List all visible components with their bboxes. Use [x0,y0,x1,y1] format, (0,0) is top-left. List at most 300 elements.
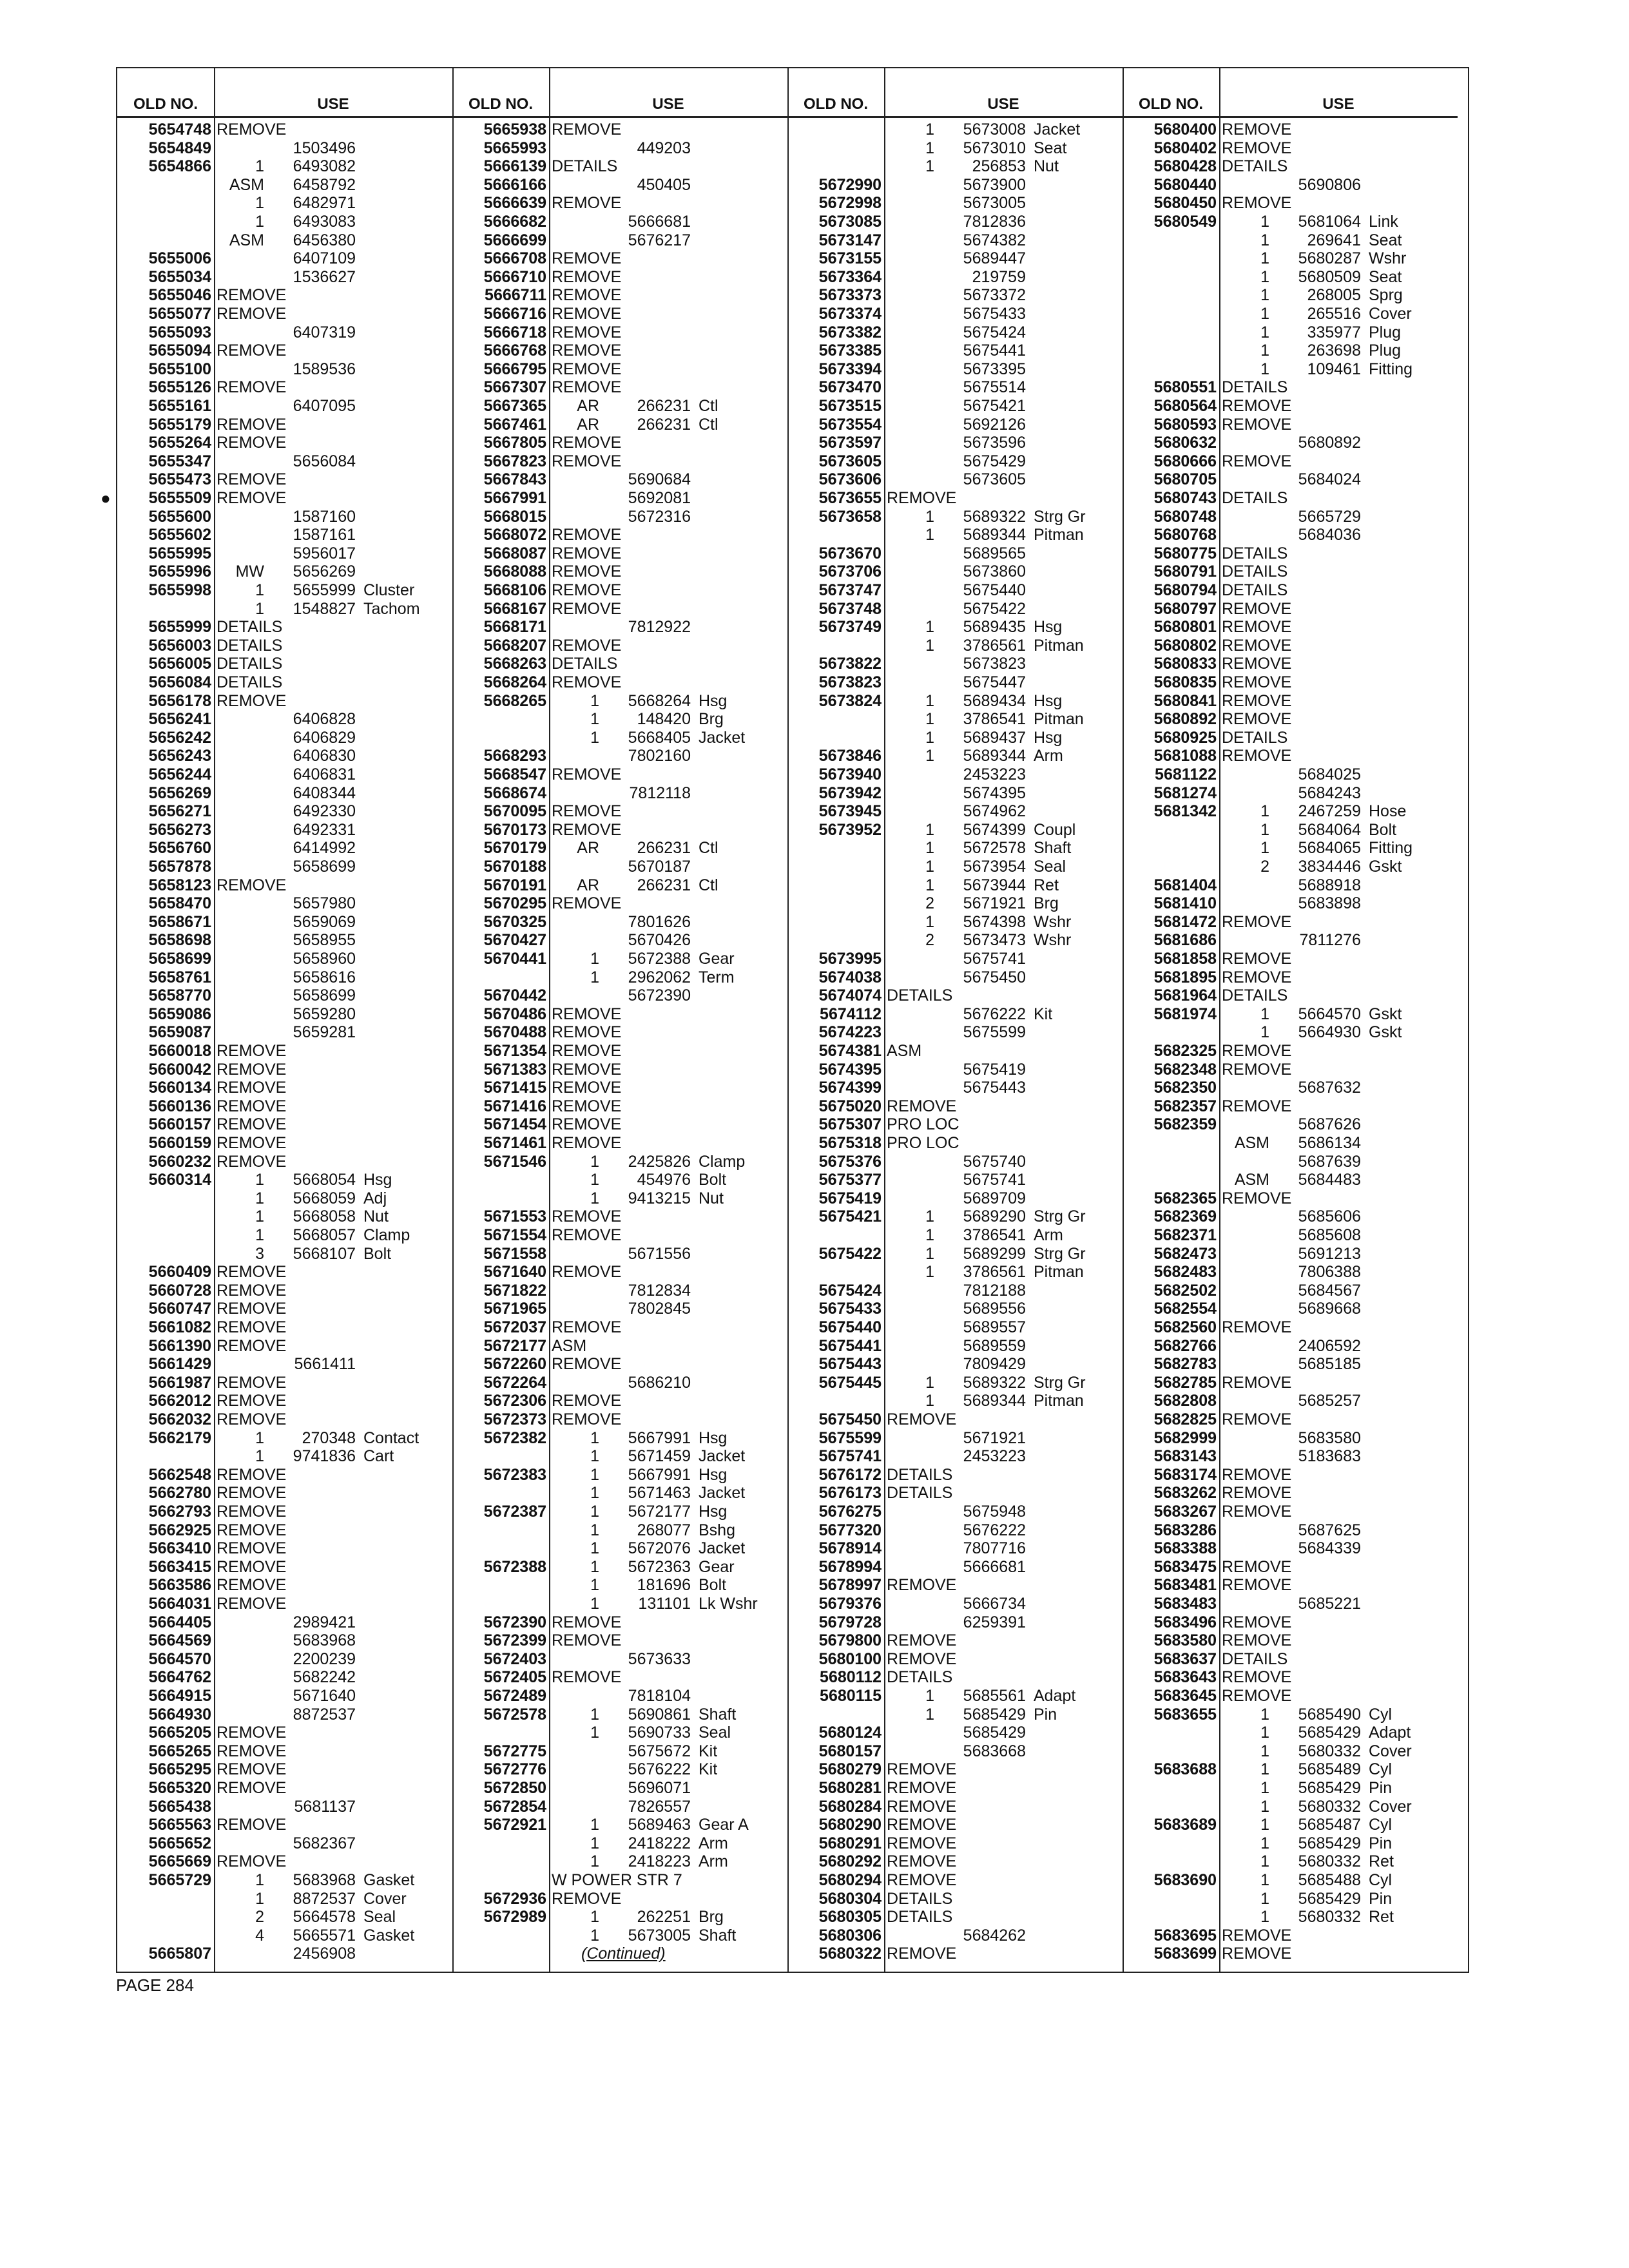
old-part-number: 5681964 [1153,986,1217,1005]
old-part-number: 5674381 [818,1042,882,1060]
old-part-number: 5672854 [483,1797,546,1816]
table-row [117,1207,452,1226]
use-status: DETAILS [887,1908,953,1927]
old-part-number: 5666639 [483,194,546,213]
part-description: Hsg [699,691,728,710]
quantity: 1 [590,1189,599,1207]
new-part-number: 5956017 [293,544,356,562]
old-part-number: 5678994 [818,1557,882,1576]
part-description: Fitting [1369,360,1413,378]
quantity: 2 [1260,858,1269,876]
new-part-number: 5689434 [963,691,1026,710]
table-row [117,434,452,452]
old-part-number: 5671558 [483,1244,546,1263]
use-status: REMOVE [552,267,622,286]
table-row [1123,1282,1458,1300]
old-part-number: 5673382 [818,323,882,341]
use-status: REMOVE [1222,1318,1292,1336]
use-status: REMOVE [1222,194,1292,213]
new-part-number: 5666734 [963,1595,1026,1613]
old-part-number: 5661429 [148,1355,211,1374]
use-status: REMOVE [217,470,287,489]
new-part-number: 5674399 [963,820,1026,839]
old-part-number: 5662032 [148,1410,211,1428]
old-part-number: 5680549 [1153,213,1217,231]
old-part-number: 5682348 [1153,1060,1217,1079]
table-row [1123,1650,1458,1669]
table-row [452,1134,787,1153]
table-row [787,286,1123,305]
old-part-number: 5673747 [818,581,882,599]
table-row [452,1687,787,1706]
table-row [117,600,452,619]
table-row [117,1134,452,1153]
table-row [452,1226,787,1245]
part-description: Lk Wshr [699,1595,758,1613]
part-description: Pin [1369,1779,1393,1797]
use-status: REMOVE [887,1631,957,1650]
use-status: REMOVE [552,1042,622,1060]
table-row [1123,931,1458,950]
new-part-number: 270348 [302,1428,356,1447]
quantity: AR [577,397,599,415]
part-description: Brg [699,710,724,729]
old-part-number: 5680705 [1153,470,1217,489]
table-row [452,120,787,139]
table-row [452,194,787,213]
use-status: REMOVE [1222,1189,1292,1207]
table-row [117,323,452,342]
new-part-number: 7812188 [963,1281,1026,1300]
old-part-number: 5671461 [483,1134,546,1152]
new-part-number: 7811276 [1299,931,1361,950]
table-row [1123,305,1458,323]
table-row [117,692,452,711]
old-part-number: 5680564 [1153,397,1217,415]
use-status: REMOVE [217,1060,287,1079]
table-row [1123,434,1458,452]
use-status: REMOVE [217,1503,287,1521]
part-description: Cyl [1369,1760,1393,1779]
old-part-number: 5680632 [1153,434,1217,452]
table-row [452,139,787,158]
old-part-number: 5673670 [818,544,882,562]
new-part-number: 6482971 [293,194,356,213]
new-part-number: 5658699 [293,858,356,876]
table-row [452,1816,787,1834]
new-part-number: 5689557 [963,1318,1026,1336]
quantity: 1 [255,1189,264,1207]
old-part-number: 5661390 [148,1336,211,1355]
new-part-number: 5685257 [1298,1392,1361,1410]
old-part-number: 5670427 [483,931,546,950]
old-part-number: 5671553 [483,1207,546,1226]
table-row [787,1410,1123,1429]
quantity: 1 [1260,820,1269,839]
old-part-number: 5656271 [148,802,211,821]
table-row [787,1042,1123,1061]
continued-label: (Continued) [581,1945,666,1963]
old-part-number: 5664031 [148,1595,211,1613]
use-status: REMOVE [1222,655,1292,673]
old-part-number: 5674399 [818,1079,882,1097]
old-part-number: 5660232 [148,1152,211,1171]
use-status: REMOVE [552,323,622,341]
old-part-number: 5673597 [818,434,882,452]
old-part-number: 5655602 [148,526,211,544]
new-part-number: 131101 [638,1595,691,1613]
table-row [452,378,787,397]
table-row [787,784,1123,803]
new-part-number: 5673860 [963,562,1026,581]
old-part-number: 5668264 [483,673,546,691]
old-part-number: 5680306 [818,1926,882,1945]
old-part-number: 5664915 [148,1687,211,1705]
old-part-number: 5673749 [818,618,882,637]
new-part-number: 5673605 [963,470,1026,489]
quantity: 1 [1260,1834,1269,1852]
quantity: 1 [590,1152,599,1171]
new-part-number: 5689709 [963,1189,1026,1207]
table-row [787,268,1123,287]
new-part-number: 5683968 [293,1871,356,1889]
old-part-number: 5682825 [1153,1410,1217,1428]
use-status: REMOVE [1222,912,1292,931]
table-row [117,1466,452,1485]
table-row [117,802,452,821]
old-part-number: 5668087 [483,544,546,562]
quantity: 1 [925,728,934,747]
table-row [452,1852,787,1871]
table-row [452,950,787,968]
quantity: 1 [925,157,934,176]
new-part-number: 5685487 [1298,1816,1361,1834]
table-row [1123,1374,1458,1392]
new-part-number: 5674395 [963,783,1026,802]
table-row [452,434,787,452]
table-row [452,1097,787,1116]
table-row [1123,1300,1458,1318]
use-status: REMOVE [552,765,622,783]
old-part-number: 5680791 [1153,562,1217,581]
new-part-number: 5673008 [963,120,1026,139]
old-part-number: 5682357 [1153,1097,1217,1115]
new-part-number: 1589536 [293,360,356,378]
table-row [1123,1724,1458,1742]
new-part-number: 268005 [1307,286,1361,305]
new-part-number: 5674382 [963,231,1026,249]
table-row [1123,1687,1458,1706]
use-status: REMOVE [552,1613,622,1631]
table-row [1123,1816,1458,1834]
table-row [1123,1153,1458,1171]
table-row [1123,968,1458,987]
new-part-number: 5668405 [628,728,691,747]
table-row [117,1153,452,1171]
table-row [117,1282,452,1300]
table-row [452,1429,787,1448]
old-part-number: 5668088 [483,562,546,581]
old-part-number: 5670188 [483,858,546,876]
part-description: Gear [699,1557,735,1576]
quantity: 1 [590,968,599,986]
use-status: REMOVE [1222,1097,1292,1115]
quantity: 1 [1260,323,1269,341]
use-status: REMOVE [217,1595,287,1613]
part-description: Seat [1369,231,1402,249]
old-part-number: 5680281 [818,1779,882,1797]
table-row [787,1834,1123,1853]
quantity: 1 [590,1539,599,1558]
table-row [787,986,1123,1005]
new-part-number: 2456908 [293,1945,356,1963]
table-row [1123,1834,1458,1853]
table-row [1123,913,1458,932]
quantity: AR [577,415,599,434]
part-description: Hsg [1034,618,1063,637]
quantity: 1 [590,1503,599,1521]
table-row [787,341,1123,360]
table-row [787,747,1123,765]
table-row [452,673,787,692]
new-part-number: 5675443 [963,1079,1026,1097]
part-description: Gskt [1369,1023,1402,1042]
quantity: 1 [590,950,599,968]
table-row [452,1613,787,1632]
old-part-number: 5681404 [1153,876,1217,894]
table-row [787,1816,1123,1834]
table-row [452,1207,787,1226]
old-part-number: 5668674 [483,783,546,802]
part-description: Pitman [1034,526,1084,544]
new-part-number: 5673900 [963,175,1026,194]
use-status: REMOVE [887,1649,957,1668]
old-part-number: 5660136 [148,1097,211,1115]
new-part-number: 2425826 [628,1152,691,1171]
new-part-number: 5672076 [628,1539,691,1558]
old-part-number: 5655046 [148,286,211,305]
new-part-number: 5676222 [963,1004,1026,1023]
new-part-number: 7801626 [628,912,691,931]
old-part-number: 5672578 [483,1705,546,1724]
old-part-number: 5676275 [818,1503,882,1521]
table-row [117,894,452,913]
quantity: 3 [255,1244,264,1263]
quantity: 1 [255,1447,264,1466]
use-status: REMOVE [217,341,287,360]
use-status: REMOVE [552,1889,622,1908]
old-part-number: 5666716 [483,305,546,323]
old-part-number: 5682483 [1153,1263,1217,1282]
table-row [452,968,787,987]
header-rule [1123,116,1458,118]
old-part-number: 5682783 [1153,1355,1217,1374]
part-description: Bolt [699,1171,727,1189]
use-header: USE [317,95,349,113]
table-row [117,305,452,323]
table-row [117,1061,452,1079]
new-part-number: 5685490 [1298,1705,1361,1724]
new-part-number: 5683580 [1298,1428,1361,1447]
quantity: ASM [229,231,264,249]
use-status: REMOVE [552,1207,622,1226]
new-part-number: 5661411 [294,1355,356,1374]
quantity: 1 [1260,1760,1269,1779]
use-status: DETAILS [887,1484,953,1503]
use-status: DETAILS [1222,378,1288,397]
table-row [452,305,787,323]
old-part-number: 5664762 [148,1668,211,1687]
use-status: REMOVE [1222,968,1292,986]
quantity: 1 [925,1392,934,1410]
table-row [117,1005,452,1024]
part-description: Strg Gr [1034,507,1086,526]
quantity: 1 [925,507,934,526]
new-part-number: 5670426 [628,931,691,950]
table-row [1123,1226,1458,1245]
table-row [452,1576,787,1595]
part-description: Hsg [363,1171,392,1189]
table-row [117,249,452,268]
part-description: Ctl [699,876,718,894]
new-part-number: 5685429 [963,1724,1026,1742]
new-part-number: 5696071 [628,1779,691,1797]
new-part-number: 5673633 [628,1649,691,1668]
new-part-number: 5659281 [293,1023,356,1042]
table-row [452,1927,787,1945]
table-row [787,213,1123,231]
new-part-number: 5665571 [293,1926,356,1945]
table-row [1123,1245,1458,1264]
table-row [117,710,452,729]
quantity: AR [577,876,599,894]
table-row [117,821,452,840]
table-row [787,858,1123,876]
table-row [787,139,1123,158]
quantity: 1 [1260,1004,1269,1023]
old-part-number: 5666699 [483,231,546,249]
new-part-number: 256853 [972,157,1026,176]
quantity: 1 [590,1908,599,1927]
table-row [117,1834,452,1853]
old-part-number: 5680593 [1153,415,1217,434]
new-part-number: 2962062 [628,968,691,986]
new-part-number: 5683898 [1298,894,1361,913]
new-part-number: 2467259 [1298,802,1361,821]
new-part-number: 5668057 [293,1226,356,1244]
old-part-number: 5673147 [818,231,882,249]
quantity: ASM [1234,1171,1269,1189]
old-part-number: 5683688 [1153,1760,1217,1779]
old-part-number: 5655999 [148,618,211,637]
part-description: Jacket [699,1447,746,1466]
part-description: Pitman [1034,710,1084,729]
table-row [1123,1447,1458,1466]
new-part-number: 5689322 [963,507,1026,526]
quantity: 1 [590,1926,599,1945]
quantity: 1 [925,858,934,876]
old-part-number: 5660728 [148,1281,211,1300]
quantity: 1 [590,1428,599,1447]
table-row [787,1392,1123,1410]
table-row [117,268,452,287]
table-row [787,894,1123,913]
use-status: REMOVE [887,1779,957,1797]
table-row [787,600,1123,619]
header-rule [452,116,787,118]
table-row [1123,1337,1458,1356]
table-row [452,1650,787,1669]
new-part-number: 9741836 [293,1447,356,1466]
use-status: REMOVE [552,1318,622,1336]
use-status: REMOVE [552,673,622,691]
old-part-number: 5655600 [148,507,211,526]
old-part-number: 5682785 [1153,1373,1217,1392]
new-part-number: 5690684 [628,470,691,489]
table-row [117,1097,452,1116]
old-part-number: 5658761 [148,968,211,986]
old-part-number: 5682560 [1153,1318,1217,1336]
new-part-number: 5692081 [628,489,691,507]
old-part-number: 5673554 [818,415,882,434]
table-row [787,692,1123,711]
use-status: DETAILS [552,157,618,176]
old-part-number: 5671640 [483,1263,546,1282]
table-row [452,876,787,895]
new-part-number: 5681064 [1298,213,1361,231]
table-row [117,1374,452,1392]
new-part-number: 5675441 [963,341,1026,360]
new-part-number: 5671921 [963,894,1026,913]
new-part-number: 5656084 [293,452,356,470]
quantity: 1 [590,728,599,747]
table-row [1123,1263,1458,1282]
use-status: REMOVE [552,581,622,599]
table-row [787,913,1123,932]
table-row [117,1945,452,1963]
table-row [1123,157,1458,176]
table-row [117,544,452,563]
new-part-number: 5673473 [963,931,1026,950]
table-row [452,747,787,765]
old-part-number: 5660314 [148,1171,211,1189]
table-row [452,1558,787,1577]
new-part-number: 5666681 [963,1557,1026,1576]
quantity: 1 [590,1576,599,1595]
table-row [452,931,787,950]
table-row [452,249,787,268]
table-row [787,1337,1123,1356]
part-description: Bolt [699,1576,727,1595]
old-part-number: 5658770 [148,986,211,1005]
table-row [452,710,787,729]
table-row [787,176,1123,195]
part-description: Nut [699,1189,724,1207]
use-status: REMOVE [217,1816,287,1834]
old-part-number: 5655034 [148,267,211,286]
use-status: DETAILS [217,673,283,691]
use-status: REMOVE [552,1263,622,1282]
new-part-number: 2453223 [963,765,1026,783]
table-row [787,1539,1123,1558]
old-part-number: 5672373 [483,1410,546,1428]
new-part-number: 6407095 [293,397,356,415]
quantity: 1 [255,1171,264,1189]
table-row [1123,1023,1458,1042]
table-row [1123,581,1458,600]
old-part-number: 5670179 [483,839,546,858]
new-part-number: 6414992 [293,839,356,858]
